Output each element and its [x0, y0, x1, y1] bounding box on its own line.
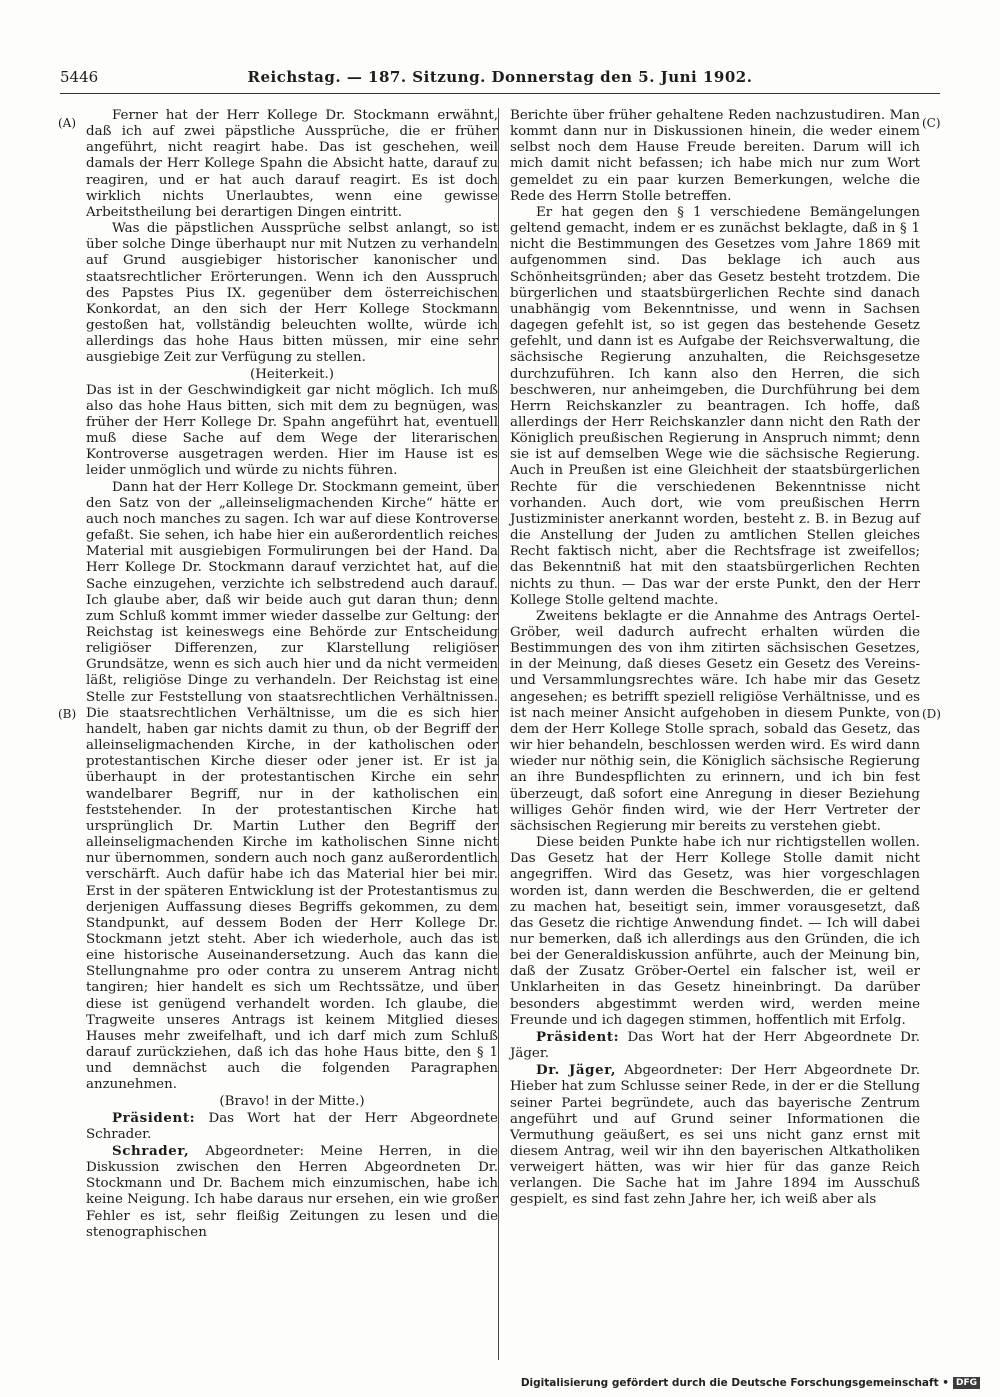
paragraph: Berichte über früher gehaltene Reden nachzustudiren. Man kommt dann nur in Diskussionen hinein, die weder einem selbst noch dem Hause Freude bereiten. Darum will ich mich damit nicht befassen; ich habe mich nur zum Wort gemeldet zu ein paar kurzen Bemerkungen, welche die Rede des Herrn Stolle betreffen.: [510, 108, 920, 204]
paragraph: Was die päpstlichen Aussprüche selbst anlangt, so ist über solche Dinge überhaupt nur mit Nutzen zu verhandeln auf Grund ausgiebiger historischer kanonischer und staatsrechtlicher Erörterungen. Wenn ich den Ausspruch des Papstes Pius IX. gegenüber dem österreichischen Konkordat, an den sich der Herr Kollege Stockmann gestoßen hat, vollständig beleuchten wollte, würde ich allerdings das hohe Haus bitten müssen, mir eine sehr ausgiebige Zeit zur Verfügung zu stellen.: [86, 221, 498, 366]
speech-jaeger: [510, 1062, 920, 1208]
footer-text: Digitalisierung gefördert durch die Deutsche Forschungsgemeinschaft •: [520, 1377, 949, 1389]
dfg-logo: DFG: [953, 1377, 980, 1389]
right-column: [510, 108, 920, 1209]
paragraph: Ferner hat der Herr Kollege Dr. Stockmann erwähnt, daß ich auf zwei päpstliche Aussprüche, die er früher angeführt, nicht reagirt habe. Das ist geschehen, weil damals der Herr Kollege Spahn die Absicht hatte, darauf zu reagiren, und er hat auch darauf reagirt. Es ist doch wirklich nichts Unerlaubtes, wenn eine gewisse Arbeitstheilung bei derartigen Dingen eintritt.: [86, 108, 498, 220]
paragraph: Das ist in der Geschwindigkeit gar nicht möglich. Ich muß also das hohe Haus bitten, sich mit dem zu begnügen, was früher der Herr Kollege Dr. Spahn angeführt hat, eventuell muß diese Sache auf dem Wege der literarischen Kontroverse ausgetragen werden. Hier im Hause ist es leider unmöglich und würde zu nichts führen.: [86, 382, 498, 479]
margin-mark-c: (C): [922, 116, 941, 130]
running-head: Reichstag. — 187. Sitzung. Donnerstag den 5. Juni 1902.: [247, 68, 753, 86]
margin-mark-b: (B): [58, 707, 77, 721]
speaker-label: Schrader,: [112, 1143, 190, 1159]
header-rule: [60, 93, 940, 94]
margin-mark-d: (D): [922, 707, 941, 721]
speech-text: Das Wort hat der Herr Abgeordnete Dr. Jäger.: [510, 1029, 920, 1062]
page-header: [60, 68, 940, 94]
left-column: [86, 108, 498, 1241]
paragraph: Zweitens beklagte er die Annahme des Antrags Oertel-Gröber, weil dadurch aufrecht erhalten würden die Bestimmungen des von ihm zitirten sächsischen Gesetzes, in der Meinung, daß dieses Gesetz ein Gesetz des Vereins- und Versammlungsrechtes wäre. Ich habe mir das Gesetz angesehen; es betrifft speziell religiöse Verhältnisse, und es ist nach meiner Ansicht aufgehoben in diesem Punkte, von dem der Herr Kollege Stolle sprach, sobald das Gesetz, das wir hier behandeln, beschlossen werden wird. Es wird dann wieder nur nöthig sein, die Königlich sächsische Regierung an ihre Bundespflichten zu erinnern, und ich bin fest überzeugt, daß sofort eine Anregung in dieser Beziehung williges Gehör finden wird, wie der Herr Vertreter der sächsischen Regierung mir bereits zu verstehen giebt.: [510, 608, 920, 834]
president-remark: [510, 1029, 920, 1062]
speaker-label: Präsident:: [112, 1109, 196, 1126]
speaker-label: Präsident:: [536, 1028, 620, 1045]
interjection-heiterkeit: (Heiterkeit.): [250, 366, 334, 382]
digitization-footer: [521, 1377, 980, 1389]
paragraph: Er hat gegen den § 1 verschiedene Bemängelungen geltend gemacht, indem er es zunächst beklagte, daß in § 1 nicht die Bestimmungen des Gesetzes vom Jahre 1869 mit aufgenommen sind. Das beklage ich auch aus Schönheitsgründen; aber das Gesetz besteht trotzdem. Die bürgerlichen und staatsbürgerlichen Rechte sind danach unabhängig vom Bekenntnisse, und wenn in Sachsen dagegen gefehlt ist, so ist gegen das bestehende Gesetz gefehlt, und dann ist es Aufgabe der Reichsverwaltung, die sächsische Regierung anzuhalten, die Reichsgesetze durchzuführen. Ich kann also den Herren, die sich beschweren, nur anheimgeben, die Durchführung bei dem Herrn Reichskanzler zu beantragen. Ich hoffe, daß allerdings der Herr Reichskanzler dann nicht den Rath der Königlich preußischen Regierung in Anspruch nimmt; denn sie ist auf demselben Wege wie die sächsische Regierung. Auch in Preußen ist eine Gleichheit der staatsbürgerlichen Rechte für die verschiedenen Bekenntnisse nicht vorhanden. Auch dort, wie vom preußischen Herrn Justizminister anerkannt worden, besteht z. B. in Bezug auf die Anstellung der Juden zu amtlichen Stellen gleiches Recht faktisch nicht, aber die Rechtsfrage ist zweifellos; das Bekenntniß hat mit den staatsbürgerlichen Rechten nichts zu thun. — Das war der erste Punkt, den der Herr Kollege Stolle geltend machte.: [510, 204, 920, 608]
speaker-label: Dr. Jäger,: [536, 1062, 617, 1079]
speech-text: Das Wort hat der Herr Abgeordnete Schrader.: [86, 1110, 498, 1142]
paragraph: Dann hat der Herr Kollege Dr. Stockmann gemeint, über den Satz von der „alleinseligmachenden Kirche“ hätte er auch noch manches zu sagen. Ich war auf diese Kontroverse gefaßt. Sie sehen, ich habe hier ein außerordentlich reiches Material mit ausgiebigen Formulirungen bei der Hand. Da Herr Kollege Dr. Stockmann darauf verzichtet hat, auf die Sache einzugehen, verzichte ich selbstredend auch darauf. Ich glaube aber, daß wir beide auch gut daran thun; denn zum Schluß kommt immer wieder dasselbe zur Geltung: der Reichstag ist keineswegs eine Behörde zur Entscheidung religiöser Differenzen, zur Klarstellung religiöser Grundsätze, wenn es sich auch hier und da nicht vermeiden läßt, religiöse Dinge zu verhandeln. Der Reichstag ist eine Stelle zur Feststellung von staatsrechtlichen Verhältnissen. Die staatsrechtlichen Verhältnisse, um die es sich hier handelt, haben gar nichts damit zu thun, ob der Begriff der alleinseligmachenden Kirche, in der katholischen oder protestantischen Kirche dieser oder jener ist. Er ist ja überhaupt in der protestantischen Kirche ein sehr wandelbarer Begriff, nur in der katholischen ein feststehender. In der protestantischen Kirche hat ursprünglich Dr. Martin Luther den Begriff der alleinseligmachenden Kirche im katholischen Sinne nicht nur übernommen, sondern auch noch ganz außerordentlich verschärft. Auch dafür habe ich das Material hier bei mir. Erst in der späteren Entwicklung ist der Protestantismus zu derjenigen Auffassung dieses Begriffs gekommen, zu dem Standpunkt, auf dessem Boden der Herr Kollege Dr. Stockmann jetzt steht. Aber ich wiederhole, auch das ist eine historische Auseinandersetzung. Auch das kann die Stellungnahme pro oder contra zu unserem Antrag nicht tangiren; hier handelt es sich um Rechtssätze, und über diese ist genügend verhandelt worden. Ich glaube, die Tragweite unseres Antrags ist keinem Mitglied dieses Hauses mehr zweifelhaft, und ich darf mich zum Schluß darauf zurückziehen, daß ich das hohe Haus bitte, den § 1 und demnächst auch die folgenden Paragraphen anzunehmen.: [86, 479, 498, 1093]
speech-schrader: [86, 1143, 498, 1241]
page-number: 5446: [60, 68, 99, 86]
paragraph: Diese beiden Punkte habe ich nur richtigstellen wollen. Das Gesetz hat der Herr Kollege Stolle damit nicht angegriffen. Wird das Gesetz, was hier vorgeschlagen worden ist, dann werden die Beschwerden, die er geltend zu machen hat, beseitigt sein, immer vorausgesetzt, daß das Gesetz die richtige Anwendung findet. — Ich will dabei nur bemerken, daß ich allerdings aus den Gründen, die ich bei der Generaldiskussion anführte, auch der Meinung bin, daß der Zusatz Gröber-Oertel ein falscher ist, weil er Unklarheiten in das Gesetz hineinbringt. Da darüber besonders abgestimmt werden wird, werden meine Freunde und ich dagegen stimmen, hoffentlich mit Erfolg.: [510, 835, 920, 1028]
president-remark: [86, 1110, 498, 1143]
margin-mark-a: (A): [58, 116, 77, 130]
speech-text: Abgeordneter: Meine Herren, in die Diskussion zwischen den Herren Abgeordneten Dr. Stockmann und Dr. Bachem mich einzumischen, habe ich keine Neigung. Ich habe daraus nur ersehen, ein wie großer Fehler es ist, sehr fleißig Zeitungen zu lesen und die stenographischen: [86, 1144, 498, 1240]
speech-text: Abgeordneter: Der Herr Abgeordnete Dr. Hieber hat zum Schlusse seiner Rede, in der er die Stellung seiner Partei begründete, auch das bayerische Zentrum angeführt und auf Grund seiner Informationen die Vermuthung geäußert, es sei uns nicht ganz ernst mit diesem Antrag, weil wir ihn den bayerischen Altkatholiken verweigert hätten, was wir hier für das ganze Reich verlangen. Die Sache hat im Jahre 1894 im Ausschuß gespielt, es sind fast zehn Jahre her, ich weiß aber als: [510, 1063, 920, 1208]
interjection-bravo: (Bravo! in der Mitte.): [219, 1093, 365, 1109]
column-divider: [498, 108, 499, 1360]
